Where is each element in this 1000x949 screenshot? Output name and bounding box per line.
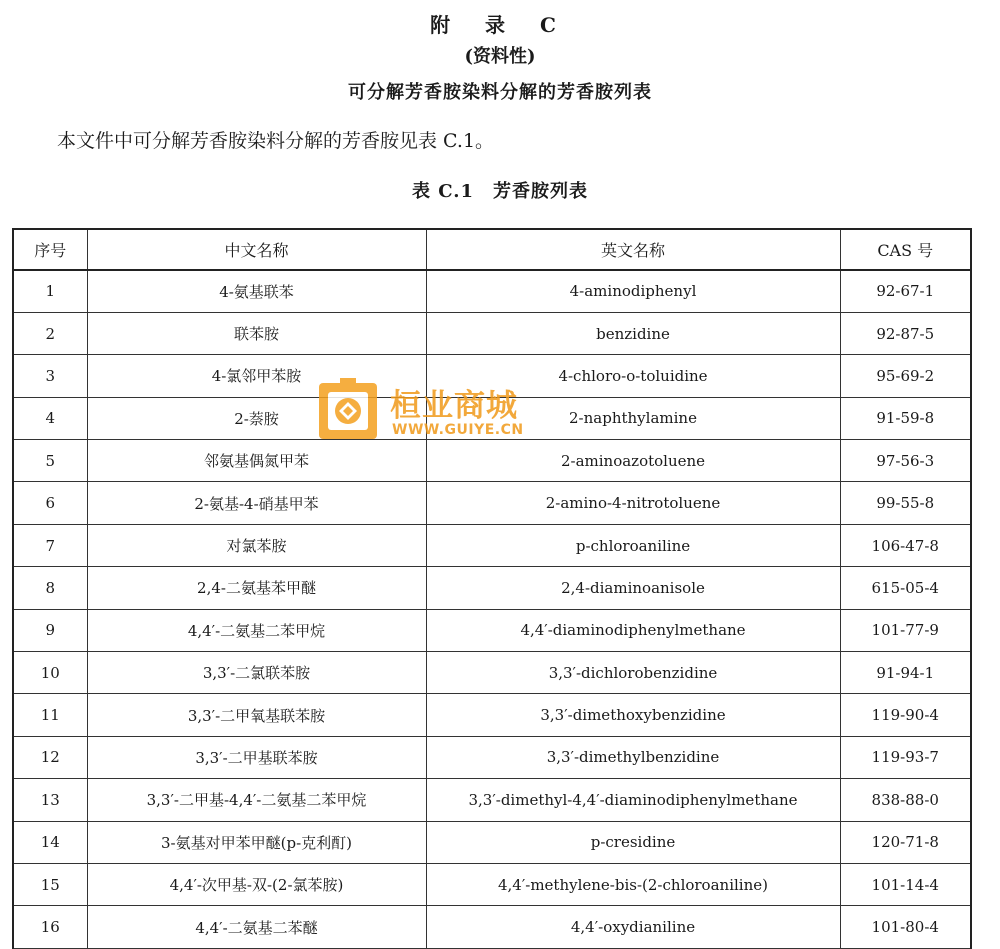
intro-paragraph: 本文件中可分解芳香胺染料分解的芳香胺见表 C.1。 bbox=[57, 130, 495, 152]
cell-english-name: p-chloroaniline bbox=[426, 524, 840, 566]
appendix-heading: 附 录 C bbox=[430, 13, 570, 37]
appendix-type: (资料性) bbox=[464, 46, 536, 67]
cell-cas-number: 99-55-8 bbox=[840, 482, 971, 524]
cell-english-name: 3,3′-dimethoxybenzidine bbox=[426, 694, 840, 736]
cell-chinese-name: 3,3′-二甲氧基联苯胺 bbox=[87, 694, 426, 736]
header-english-name: 英文名称 bbox=[426, 229, 840, 270]
table-row bbox=[13, 270, 971, 312]
cell-serial: 14 bbox=[13, 821, 87, 863]
table-row bbox=[13, 694, 971, 736]
cell-english-name: 3,3′-dimethyl-4,4′-diaminodiphenylmethane bbox=[426, 779, 840, 821]
cell-cas-number: 101-80-4 bbox=[840, 906, 971, 948]
cell-chinese-name: 邻氨基偶氮甲苯 bbox=[87, 440, 426, 482]
cell-serial: 13 bbox=[13, 779, 87, 821]
watermark-url: WWW.GUIYE.CN bbox=[392, 422, 524, 438]
cell-chinese-name: 2-氨基-4-硝基甲苯 bbox=[87, 482, 426, 524]
cell-cas-number: 119-93-7 bbox=[840, 736, 971, 778]
cell-serial: 9 bbox=[13, 609, 87, 651]
table-row bbox=[13, 821, 971, 863]
aromatic-amine-table bbox=[12, 228, 972, 949]
table-header-row bbox=[13, 229, 971, 270]
table-row bbox=[13, 863, 971, 905]
cell-serial: 5 bbox=[13, 440, 87, 482]
table-caption: 表 C.1 芳香胺列表 bbox=[411, 181, 589, 202]
cell-serial: 3 bbox=[13, 355, 87, 397]
cell-english-name: 3,3′-dimethylbenzidine bbox=[426, 736, 840, 778]
cell-cas-number: 838-88-0 bbox=[840, 779, 971, 821]
cell-cas-number: 101-77-9 bbox=[840, 609, 971, 651]
cell-chinese-name: 4,4′-次甲基-双-(2-氯苯胺) bbox=[87, 863, 426, 905]
table-row bbox=[13, 609, 971, 651]
table-body bbox=[13, 270, 971, 948]
cell-chinese-name: 3,3′-二甲基-4,4′-二氨基二苯甲烷 bbox=[87, 779, 426, 821]
cell-cas-number: 95-69-2 bbox=[840, 355, 971, 397]
cell-serial: 6 bbox=[13, 482, 87, 524]
cell-serial: 2 bbox=[13, 312, 87, 354]
table-row bbox=[13, 906, 971, 948]
cell-chinese-name: 2,4-二氨基苯甲醚 bbox=[87, 567, 426, 609]
cell-serial: 4 bbox=[13, 397, 87, 439]
header-serial: 序号 bbox=[13, 229, 87, 270]
header-cas-number: CAS 号 bbox=[840, 229, 971, 270]
cell-chinese-name: 4-氨基联苯 bbox=[87, 270, 426, 312]
cell-serial: 1 bbox=[13, 270, 87, 312]
table-row bbox=[13, 440, 971, 482]
cell-chinese-name: 联苯胺 bbox=[87, 312, 426, 354]
cell-english-name: benzidine bbox=[426, 312, 840, 354]
cell-cas-number: 91-59-8 bbox=[840, 397, 971, 439]
cell-english-name: 2-aminoazotoluene bbox=[426, 440, 840, 482]
cell-chinese-name: 对氯苯胺 bbox=[87, 524, 426, 566]
cell-cas-number: 106-47-8 bbox=[840, 524, 971, 566]
table-row bbox=[13, 567, 971, 609]
cell-chinese-name: 2-萘胺 bbox=[87, 397, 426, 439]
cell-english-name: 3,3′-dichlorobenzidine bbox=[426, 652, 840, 694]
cell-english-name: 2,4-diaminoanisole bbox=[426, 567, 840, 609]
cell-serial: 7 bbox=[13, 524, 87, 566]
cell-cas-number: 119-90-4 bbox=[840, 694, 971, 736]
table-row bbox=[13, 482, 971, 524]
cell-english-name: 4,4′-methylene-bis-(2-chloroaniline) bbox=[426, 863, 840, 905]
cell-chinese-name: 3-氨基对甲苯甲醚(p-克利酊) bbox=[87, 821, 426, 863]
cell-chinese-name: 3,3′-二甲基联苯胺 bbox=[87, 736, 426, 778]
cell-cas-number: 101-14-4 bbox=[840, 863, 971, 905]
appendix-title: 可分解芳香胺染料分解的芳香胺列表 bbox=[348, 82, 652, 103]
cell-english-name: 4,4′-oxydianiline bbox=[426, 906, 840, 948]
cell-english-name: 4-chloro-o-toluidine bbox=[426, 355, 840, 397]
cell-cas-number: 120-71-8 bbox=[840, 821, 971, 863]
table-row bbox=[13, 736, 971, 778]
cell-cas-number: 92-87-5 bbox=[840, 312, 971, 354]
cell-cas-number: 91-94-1 bbox=[840, 652, 971, 694]
cell-chinese-name: 4,4′-二氨基二苯醚 bbox=[87, 906, 426, 948]
cell-serial: 11 bbox=[13, 694, 87, 736]
cell-cas-number: 92-67-1 bbox=[840, 270, 971, 312]
watermark bbox=[318, 378, 558, 442]
cell-english-name: 4-aminodiphenyl bbox=[426, 270, 840, 312]
cell-serial: 8 bbox=[13, 567, 87, 609]
cell-chinese-name: 4,4′-二氨基二苯甲烷 bbox=[87, 609, 426, 651]
cell-serial: 10 bbox=[13, 652, 87, 694]
cell-cas-number: 615-05-4 bbox=[840, 567, 971, 609]
table-row bbox=[13, 524, 971, 566]
watermark-name: 桓业商城 bbox=[390, 388, 518, 424]
cell-serial: 15 bbox=[13, 863, 87, 905]
table-row bbox=[13, 779, 971, 821]
table-row bbox=[13, 652, 971, 694]
cell-cas-number: 97-56-3 bbox=[840, 440, 971, 482]
cell-english-name: 4,4′-diaminodiphenylmethane bbox=[426, 609, 840, 651]
header-chinese-name: 中文名称 bbox=[87, 229, 426, 270]
cell-serial: 16 bbox=[13, 906, 87, 948]
table-row bbox=[13, 312, 971, 354]
shop-logo-icon bbox=[318, 378, 378, 440]
cell-english-name: p-cresidine bbox=[426, 821, 840, 863]
cell-chinese-name: 3,3′-二氯联苯胺 bbox=[87, 652, 426, 694]
cell-english-name: 2-naphthylamine bbox=[426, 397, 840, 439]
cell-english-name: 2-amino-4-nitrotoluene bbox=[426, 482, 840, 524]
cell-serial: 12 bbox=[13, 736, 87, 778]
cell-chinese-name: 4-氯邻甲苯胺 bbox=[87, 355, 426, 397]
